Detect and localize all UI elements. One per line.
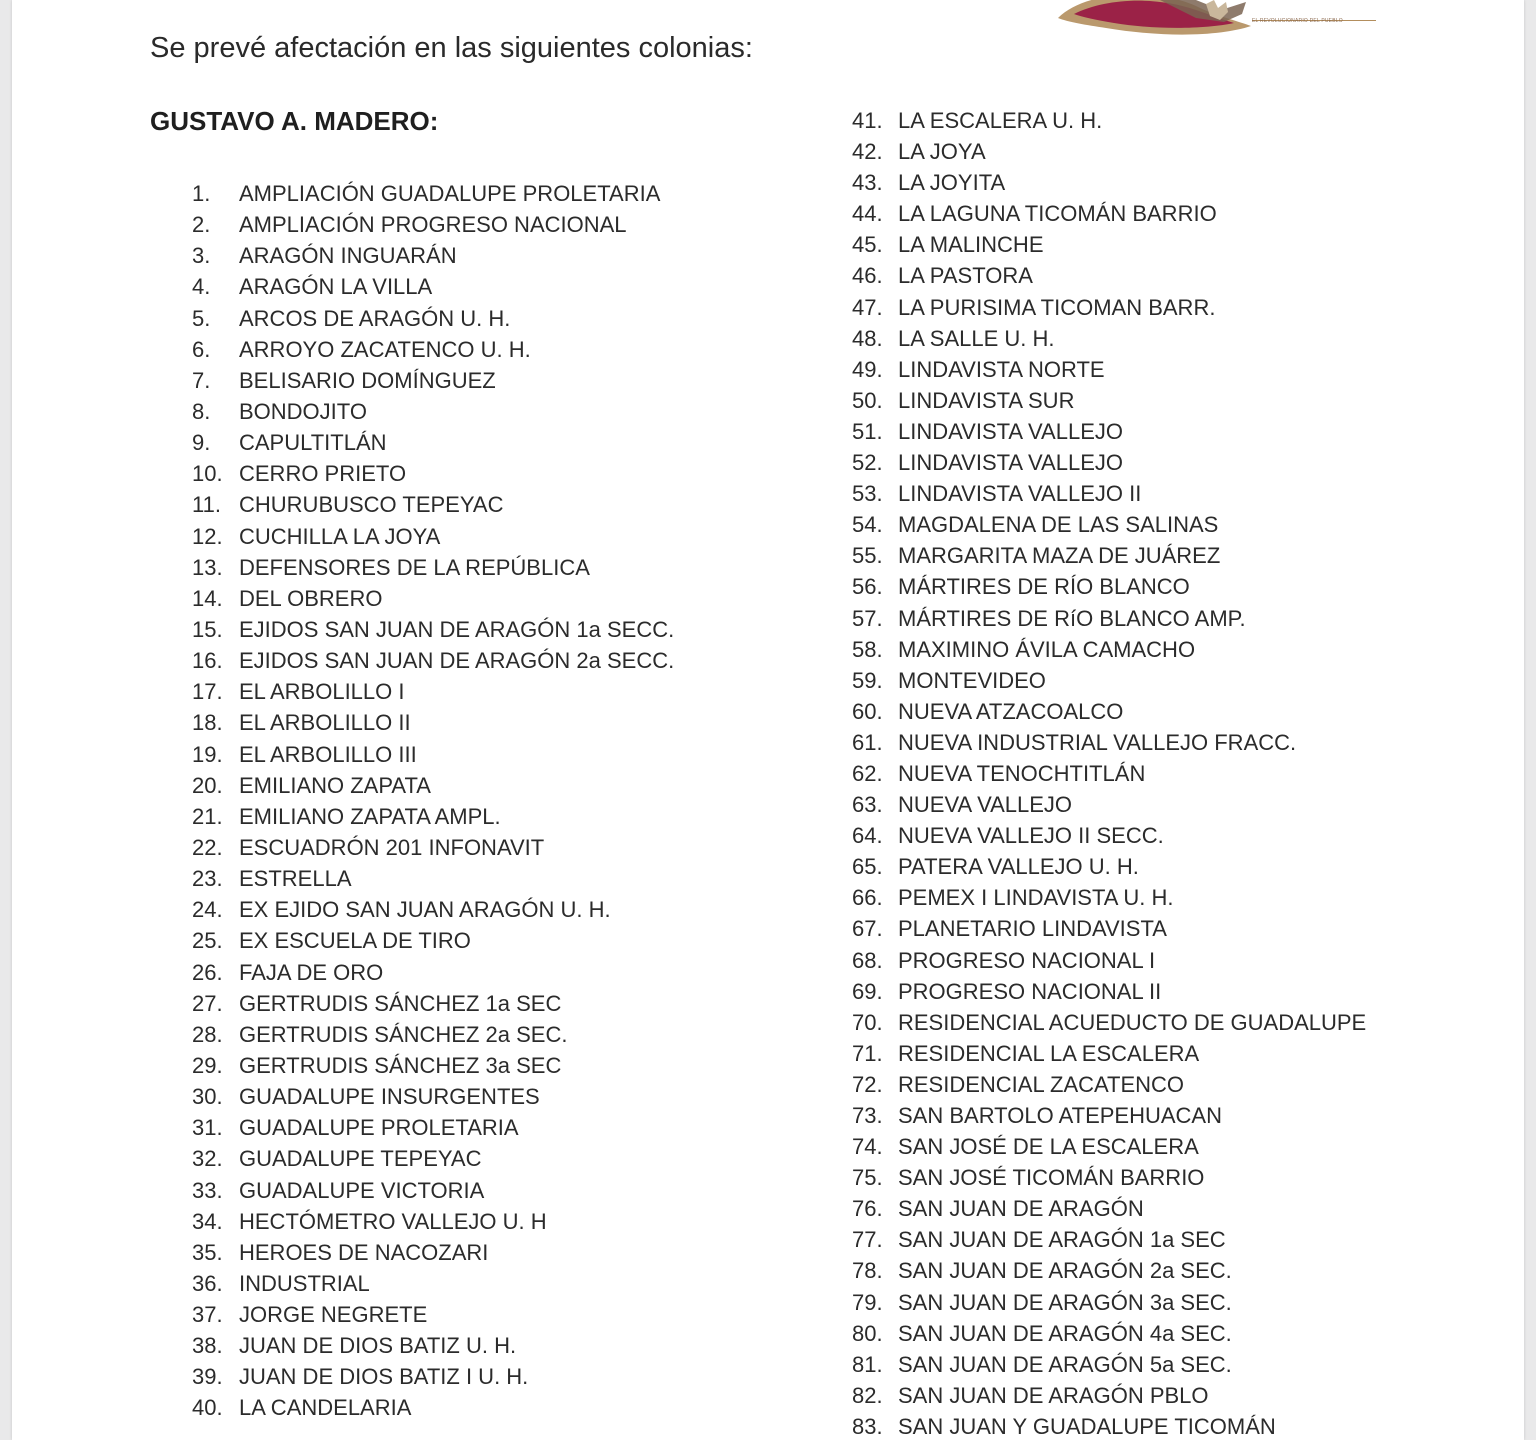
- item-name: HEROES DE NACOZARI: [239, 1239, 489, 1265]
- item-number: 15.: [192, 616, 223, 642]
- list-item: [192, 739, 674, 770]
- item-name: SAN JOSÉ DE LA ESCALERA: [898, 1134, 1199, 1160]
- item-number: 46.: [852, 263, 883, 289]
- item-number: 18.: [192, 710, 223, 736]
- item-number: 69.: [852, 978, 883, 1004]
- item-number: 65.: [852, 854, 883, 880]
- list-item: [192, 1392, 674, 1423]
- item-name: MARGARITA MAZA DE JUÁREZ: [898, 543, 1221, 569]
- item-name: SAN JOSÉ TICOMÁN BARRIO: [898, 1165, 1205, 1191]
- list-item: [192, 178, 674, 209]
- item-name: SAN JUAN Y GUADALUPE TICOMÁN: [898, 1413, 1276, 1439]
- item-name: RESIDENCIAL LA ESCALERA: [898, 1040, 1200, 1066]
- item-number: 3.: [192, 243, 211, 269]
- item-name: RESIDENCIAL ZACATENCO: [898, 1071, 1185, 1097]
- item-name: RESIDENCIAL ACUEDUCTO DE GUADALUPE: [898, 1009, 1367, 1035]
- item-name: EX EJIDO SAN JUAN ARAGÓN U. H.: [239, 897, 611, 923]
- item-number: 33.: [192, 1177, 223, 1203]
- item-number: 30.: [192, 1084, 223, 1110]
- item-number: 83.: [852, 1413, 883, 1439]
- item-number: 70.: [852, 1009, 883, 1035]
- item-number: 14.: [192, 585, 223, 611]
- list-item: [852, 634, 1366, 665]
- list-item: [852, 509, 1366, 540]
- list-item: [192, 832, 674, 863]
- item-name: BELISARIO DOMÍNGUEZ: [239, 367, 496, 393]
- item-number: 20.: [192, 772, 223, 798]
- item-name: GUADALUPE VICTORIA: [239, 1177, 485, 1203]
- item-number: 21.: [192, 803, 223, 829]
- item-number: 62.: [852, 760, 883, 786]
- item-name: CUCHILLA LA JOYA: [239, 523, 441, 549]
- item-number: 22.: [192, 834, 223, 860]
- list-item: [192, 271, 674, 302]
- item-number: 59.: [852, 667, 883, 693]
- item-number: 19.: [192, 741, 223, 767]
- list-item: [852, 1318, 1366, 1349]
- item-number: 4.: [192, 274, 211, 300]
- item-name: EL ARBOLILLO III: [239, 741, 417, 767]
- item-number: 79.: [852, 1289, 883, 1315]
- list-item: [192, 1330, 674, 1361]
- list-item: [192, 1206, 674, 1237]
- item-number: 82.: [852, 1382, 883, 1408]
- item-number: 16.: [192, 648, 223, 674]
- item-name: LINDAVISTA NORTE: [898, 356, 1105, 382]
- list-item: [192, 521, 674, 552]
- item-name: PROGRESO NACIONAL II: [898, 978, 1162, 1004]
- list-item: [192, 1237, 674, 1268]
- list-item: [192, 303, 674, 334]
- item-number: 5.: [192, 305, 211, 331]
- item-number: 45.: [852, 232, 883, 258]
- list-item: [852, 976, 1366, 1007]
- item-number: 77.: [852, 1227, 883, 1253]
- item-number: 43.: [852, 170, 883, 196]
- list-item: [852, 292, 1366, 323]
- item-number: 49.: [852, 356, 883, 382]
- item-number: 10.: [192, 461, 223, 487]
- list-item: [192, 334, 674, 365]
- item-number: 71.: [852, 1040, 883, 1066]
- list-item: [192, 1268, 674, 1299]
- list-item: [192, 801, 674, 832]
- list-item: [852, 1038, 1366, 1069]
- item-number: 63.: [852, 792, 883, 818]
- item-name: SAN JUAN DE ARAGÓN PBLO: [898, 1382, 1209, 1408]
- item-number: 80.: [852, 1320, 883, 1346]
- item-name: NUEVA VALLEJO II SECC.: [898, 823, 1164, 849]
- item-number: 57.: [852, 605, 883, 631]
- section-heading: GUSTAVO A. MADERO:: [150, 106, 439, 136]
- item-number: 34.: [192, 1208, 223, 1234]
- list-item: [852, 447, 1366, 478]
- list-item: [192, 1019, 674, 1050]
- item-number: 51.: [852, 418, 883, 444]
- item-name: GUADALUPE INSURGENTES: [239, 1084, 540, 1110]
- list-item: [192, 1175, 674, 1206]
- list-item: [852, 603, 1366, 634]
- list-item: [852, 1349, 1366, 1380]
- item-name: EL ARBOLILLO II: [239, 710, 411, 736]
- item-name: MAXIMINO ÁVILA CAMACHO: [898, 636, 1196, 662]
- item-name: GERTRUDIS SÁNCHEZ 2a SEC.: [239, 1021, 568, 1047]
- list-item: [192, 645, 674, 676]
- list-item: [852, 354, 1366, 385]
- item-name: LA PASTORA: [898, 263, 1033, 289]
- item-name: AMPLIACIÓN PROGRESO NACIONAL: [239, 212, 627, 238]
- item-number: 29.: [192, 1052, 223, 1078]
- list-item: [852, 1380, 1366, 1411]
- item-number: 32.: [192, 1146, 223, 1172]
- item-number: 24.: [192, 897, 223, 923]
- item-name: ARAGÓN INGUARÁN: [239, 243, 457, 269]
- list-item: [192, 240, 674, 271]
- list-item: [852, 1411, 1366, 1440]
- list-item: [852, 1287, 1366, 1318]
- list-item: [852, 789, 1366, 820]
- item-name: NUEVA TENOCHTITLÁN: [898, 760, 1146, 786]
- item-number: 7.: [192, 367, 211, 393]
- item-number: 66.: [852, 885, 883, 911]
- item-name: EL ARBOLILLO I: [239, 679, 405, 705]
- item-name: BONDOJITO: [239, 398, 367, 424]
- item-number: 54.: [852, 512, 883, 538]
- item-name: EX ESCUELA DE TIRO: [239, 928, 471, 954]
- item-name: NUEVA INDUSTRIAL VALLEJO FRACC.: [898, 729, 1297, 755]
- list-item: [192, 1143, 674, 1174]
- item-name: HECTÓMETRO VALLEJO U. H: [239, 1208, 547, 1234]
- item-number: 58.: [852, 636, 883, 662]
- item-name: MONTEVIDEO: [898, 667, 1046, 693]
- item-name: SAN JUAN DE ARAGÓN 5a SEC.: [898, 1351, 1232, 1377]
- item-number: 75.: [852, 1165, 883, 1191]
- list-item: [852, 478, 1366, 509]
- item-name: INDUSTRIAL: [239, 1270, 370, 1296]
- list-item: [852, 571, 1366, 602]
- item-number: 48.: [852, 325, 883, 351]
- item-name: LINDAVISTA VALLEJO II: [898, 481, 1142, 507]
- colonias-list-right: [852, 105, 1366, 1440]
- item-name: EJIDOS SAN JUAN DE ARAGÓN 1a SECC.: [239, 616, 675, 642]
- item-number: 37.: [192, 1302, 223, 1328]
- item-number: 2.: [192, 212, 211, 238]
- list-item: [852, 1193, 1366, 1224]
- item-name: CERRO PRIETO: [239, 461, 407, 487]
- list-item: [192, 614, 674, 645]
- list-item: [852, 105, 1366, 136]
- item-number: 39.: [192, 1364, 223, 1390]
- item-number: 42.: [852, 139, 883, 165]
- list-item: [192, 676, 674, 707]
- list-item: [192, 894, 674, 925]
- list-item: [852, 323, 1366, 354]
- list-item: [852, 260, 1366, 291]
- item-number: 31.: [192, 1115, 223, 1141]
- item-name: GERTRUDIS SÁNCHEZ 3a SEC: [239, 1052, 562, 1078]
- item-number: 12.: [192, 523, 223, 549]
- item-name: LA JOYITA: [898, 170, 1006, 196]
- item-number: 35.: [192, 1239, 223, 1265]
- list-item: [852, 198, 1366, 229]
- item-number: 11.: [192, 492, 221, 518]
- list-item: [192, 458, 674, 489]
- list-item: [192, 988, 674, 1019]
- item-name: DEFENSORES DE LA REPÚBLICA: [239, 554, 590, 580]
- item-number: 67.: [852, 916, 883, 942]
- list-item: [852, 758, 1366, 789]
- list-item: [852, 1069, 1366, 1100]
- list-item: [852, 696, 1366, 727]
- item-name: LA LAGUNA TICOMÁN BARRIO: [898, 201, 1217, 227]
- list-item: [852, 1131, 1366, 1162]
- item-number: 64.: [852, 823, 883, 849]
- list-item: [192, 1112, 674, 1143]
- list-item: [852, 851, 1366, 882]
- list-item: [852, 416, 1366, 447]
- list-item: [852, 167, 1366, 198]
- logo-tagline: EL REVOLUCIONARIO DEL PUEBLO: [1252, 18, 1343, 24]
- item-name: SAN JUAN DE ARAGÓN 3a SEC.: [898, 1289, 1232, 1315]
- item-number: 61.: [852, 729, 883, 755]
- item-number: 6.: [192, 336, 211, 362]
- item-number: 8.: [192, 398, 211, 424]
- list-item: [192, 863, 674, 894]
- list-item: [852, 820, 1366, 851]
- item-name: DEL OBRERO: [239, 585, 383, 611]
- item-number: 76.: [852, 1196, 883, 1222]
- list-item: [852, 540, 1366, 571]
- item-name: PEMEX I LINDAVISTA U. H.: [898, 885, 1174, 911]
- colonias-list-left: [192, 178, 674, 1424]
- item-number: 28.: [192, 1021, 223, 1047]
- list-item: [192, 770, 674, 801]
- item-name: SAN JUAN DE ARAGÓN: [898, 1196, 1144, 1222]
- item-number: 26.: [192, 959, 223, 985]
- list-item: [852, 1162, 1366, 1193]
- item-name: AMPLIACIÓN GUADALUPE PROLETARIA: [239, 181, 661, 206]
- item-number: 60.: [852, 698, 883, 724]
- item-name: EMILIANO ZAPATA: [239, 772, 431, 798]
- item-name: PROGRESO NACIONAL I: [898, 947, 1156, 973]
- item-name: JUAN DE DIOS BATIZ U. H.: [239, 1333, 517, 1359]
- list-item: [192, 1299, 674, 1330]
- item-name: LINDAVISTA VALLEJO: [898, 418, 1123, 444]
- list-item: [852, 913, 1366, 944]
- list-item: [852, 385, 1366, 416]
- item-name: PATERA VALLEJO U. H.: [898, 854, 1139, 880]
- list-item: [192, 396, 674, 427]
- item-name: NUEVA ATZACOALCO: [898, 698, 1124, 724]
- item-name: ARROYO ZACATENCO U. H.: [239, 336, 531, 362]
- item-name: GUADALUPE TEPEYAC: [239, 1146, 482, 1172]
- list-item: [852, 229, 1366, 260]
- item-name: GUADALUPE PROLETARIA: [239, 1115, 519, 1141]
- item-name: JUAN DE DIOS BATIZ I U. H.: [239, 1364, 529, 1390]
- list-item: [852, 1255, 1366, 1286]
- item-name: LINDAVISTA VALLEJO: [898, 450, 1123, 476]
- item-name: LA MALINCHE: [898, 232, 1044, 258]
- list-item: [852, 1007, 1366, 1038]
- item-name: ARCOS DE ARAGÓN U. H.: [239, 305, 511, 331]
- list-item: [192, 1050, 674, 1081]
- list-item: [852, 1224, 1366, 1255]
- list-item: [192, 1081, 674, 1112]
- list-item: [192, 1361, 674, 1392]
- item-number: 72.: [852, 1071, 883, 1097]
- item-name: LINDAVISTA SUR: [898, 387, 1075, 413]
- item-number: 52.: [852, 450, 883, 476]
- item-number: 27.: [192, 990, 223, 1016]
- item-number: 23.: [192, 866, 223, 892]
- list-item: [192, 707, 674, 738]
- item-name: CHURUBUSCO TEPEYAC: [239, 492, 504, 518]
- item-name: LA CANDELARIA: [239, 1395, 412, 1421]
- list-item: [192, 552, 674, 583]
- item-name: JORGE NEGRETE: [239, 1302, 428, 1328]
- item-number: 56.: [852, 574, 883, 600]
- item-number: 25.: [192, 928, 223, 954]
- item-name: FAJA DE ORO: [239, 959, 384, 985]
- item-name: ARAGÓN LA VILLA: [239, 274, 433, 300]
- item-number: 55.: [852, 543, 883, 569]
- list-item: [192, 209, 674, 240]
- item-name: EJIDOS SAN JUAN DE ARAGÓN 2a SECC.: [239, 648, 675, 674]
- list-item: [852, 945, 1366, 976]
- intro-text: Se prevé afectación en las siguientes colonias:: [150, 32, 753, 64]
- item-name: LA ESCALERA U. H.: [898, 108, 1103, 133]
- item-number: 40.: [192, 1395, 223, 1421]
- list-item: [852, 882, 1366, 913]
- item-number: 53.: [852, 481, 883, 507]
- item-name: ESCUADRÓN 201 INFONAVIT: [239, 834, 545, 860]
- item-number: 13.: [192, 554, 223, 580]
- list-item: [852, 1100, 1366, 1131]
- item-name: MÁRTIRES DE RÍO BLANCO: [898, 574, 1190, 600]
- list-item: [852, 665, 1366, 696]
- item-name: SAN BARTOLO ATEPEHUACAN: [898, 1103, 1222, 1128]
- item-number: 44.: [852, 201, 883, 227]
- item-name: LA SALLE U. H.: [898, 325, 1055, 351]
- list-item: [192, 957, 674, 988]
- item-number: 68.: [852, 947, 883, 973]
- item-number: 47.: [852, 294, 883, 320]
- item-number: 17.: [192, 679, 223, 705]
- list-item: [852, 136, 1366, 167]
- item-name: MAGDALENA DE LAS SALINAS: [898, 512, 1219, 538]
- item-name: LA JOYA: [898, 139, 986, 165]
- item-number: 41.: [852, 108, 883, 133]
- item-number: 1.: [192, 181, 211, 206]
- document-page: [12, 0, 1524, 1440]
- list-item: [192, 489, 674, 520]
- item-name: PLANETARIO LINDAVISTA: [898, 916, 1167, 942]
- item-number: 36.: [192, 1270, 223, 1296]
- item-name: SAN JUAN DE ARAGÓN 2a SEC.: [898, 1258, 1232, 1284]
- list-item: [192, 427, 674, 458]
- list-item: [192, 365, 674, 396]
- item-name: GERTRUDIS SÁNCHEZ 1a SEC: [239, 990, 562, 1016]
- item-number: 38.: [192, 1333, 223, 1359]
- item-name: LA PURISIMA TICOMAN BARR.: [898, 294, 1216, 320]
- item-number: 78.: [852, 1258, 883, 1284]
- item-number: 74.: [852, 1134, 883, 1160]
- item-number: 81.: [852, 1351, 883, 1377]
- item-name: SAN JUAN DE ARAGÓN 4a SEC.: [898, 1320, 1232, 1346]
- list-item: [192, 583, 674, 614]
- item-name: ESTRELLA: [239, 866, 352, 892]
- item-name: MÁRTIRES DE RíO BLANCO AMP.: [898, 605, 1246, 631]
- item-name: CAPULTITLÁN: [239, 430, 387, 456]
- item-name: EMILIANO ZAPATA AMPL.: [239, 803, 501, 829]
- item-number: 73.: [852, 1103, 883, 1128]
- item-name: SAN JUAN DE ARAGÓN 1a SEC: [898, 1227, 1226, 1253]
- item-number: 9.: [192, 430, 211, 456]
- item-number: 50.: [852, 387, 883, 413]
- list-item: [192, 925, 674, 956]
- item-name: NUEVA VALLEJO: [898, 792, 1073, 818]
- list-item: [852, 727, 1366, 758]
